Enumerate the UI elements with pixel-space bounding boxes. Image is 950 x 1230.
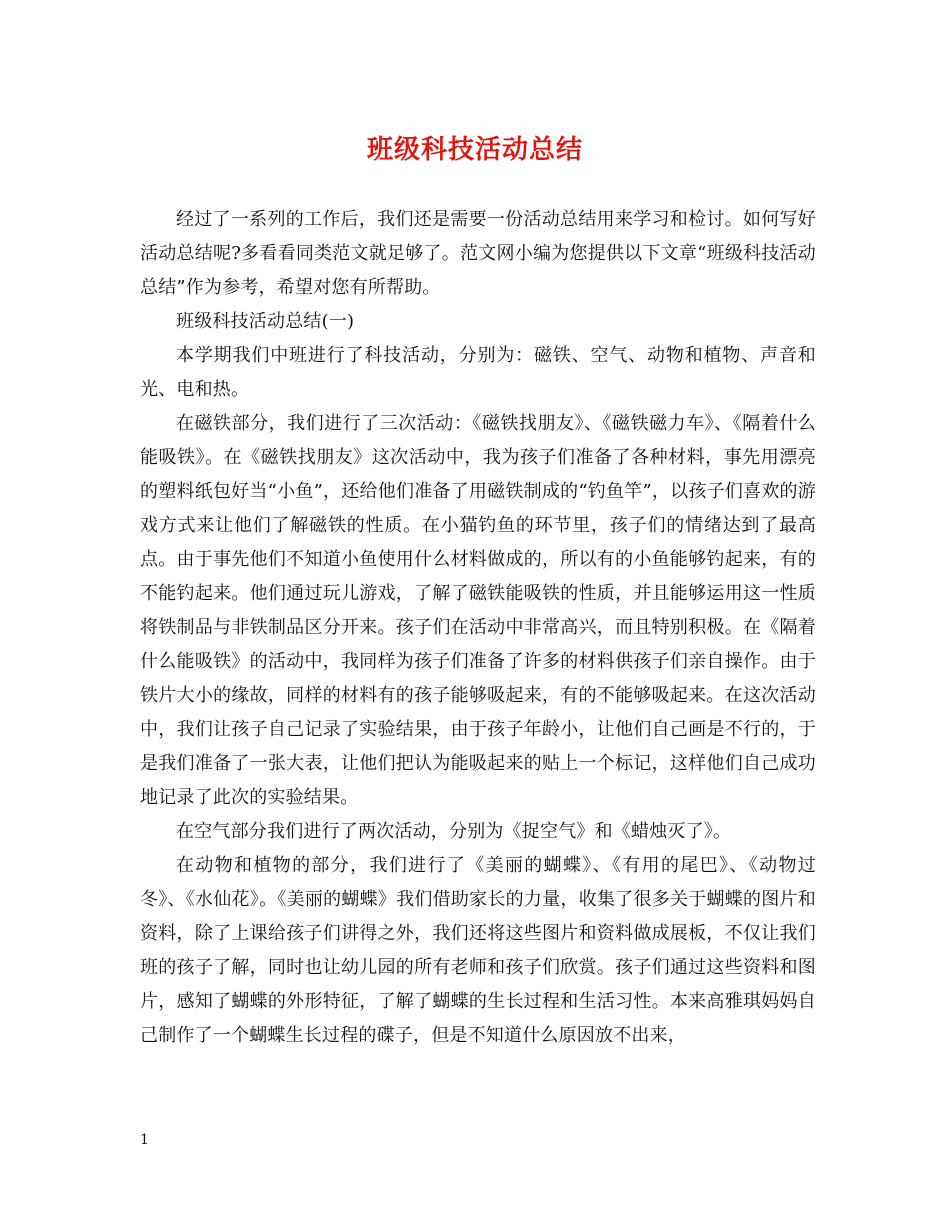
document-title: 班级科技活动总结 [366, 135, 583, 165]
paragraph-magnet: 在磁铁部分，我们进行了三次活动：《磁铁找朋友》、《磁铁磁力车》、《隔着什么能吸铁》。在《磁铁找朋友》这次活动中，我为孩子们准备了各种材料，事先用漂亮的塑料纸包好当“小鱼”，还给他们准备了用磁铁制成的“钓鱼竿”，以孩子们喜欢的游戏方式来让他们了解磁铁的性质。在小猫钓鱼的环节里，孩子们的情绪达到了最高点。由于事先他们不知道小鱼使用什么材料做成的，所以有的小鱼能够钓起来，有的不能钓起来。他们通过玩儿游戏，了解了磁铁能吸铁的性质，并且能够运用这一性质将铁制品与非铁制品区分开来。孩子们在活动中非常高兴，而且特别积极。在《隔着什么能吸铁》的活动中，我同样为孩子们准备了许多的材料供孩子们亲自操作。由于铁片大小的缘故，同样的材料有的孩子能够吸起来，有的不能够吸起来。在这次活动中，我们让孩子自己记录了实验结果，由于孩子年龄小，让他们自己画是不行的，于是我们准备了一张大表，让他们把认为能吸起来的贴上一个标记，这样他们自己成功地记录了此次的实验结果。 [140, 413, 816, 808]
page-number: 1 [140, 1132, 149, 1148]
paragraph-overview: 本学期我们中班进行了科技活动，分别为：磁铁、空气、动物和植物、声音和光、电和热。 [140, 345, 816, 400]
section-heading: 班级科技活动总结(一) [176, 311, 355, 332]
paragraph-animals-plants: 在动物和植物的部分，我们进行了《美丽的蝴蝶》、《有用的尾巴》、《动物过冬》、《水仙花》。《美丽的蝴蝶》我们借助家长的力量，收集了很多关于蝴蝶的图片和资料，除了上课给孩子们讲得之外，我们还将这些图片和资料做成展板，不仅让我们班的孩子了解，同时也让幼儿园的所有老师和孩子们欣赏。孩子们通过这些资料和图片，感知了蝴蝶的外形特征，了解了蝴蝶的生长过程和生活习性。本来高雅琪妈妈自己制作了一个蝴蝶生长过程的碟子，但是不知道什么原因放不出来， [140, 855, 816, 1046]
paragraph-air: 在空气部分我们进行了两次活动，分别为《捉空气》和《蜡烛灭了》。 [176, 821, 732, 842]
paragraph-intro: 经过了一系列的工作后，我们还是需要一份活动总结用来学习和检讨。如何写好活动总结呢?多看看同类范文就足够了。范文网小编为您提供以下文章“班级科技活动总结”作为参考，希望对您有所帮助。 [140, 209, 816, 298]
document-body [140, 203, 816, 1053]
